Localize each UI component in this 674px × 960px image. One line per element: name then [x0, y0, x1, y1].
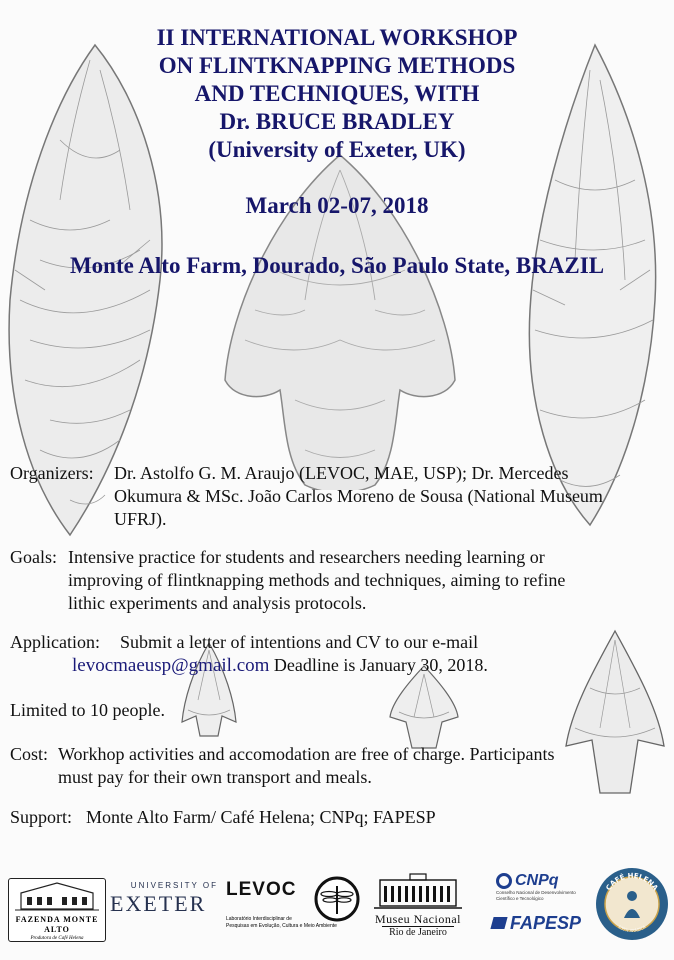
- goals-line-1: Intensive practice for students and researchers needing learning or: [68, 547, 545, 567]
- support-text: Monte Alto Farm/ Café Helena; CNPq; FAPESP: [86, 807, 436, 827]
- cnpq-subtitle-2: Científico e Tecnológico: [496, 896, 544, 901]
- organizers-label: Organizers:: [10, 463, 94, 483]
- levoc-subtitle-2: Pesquisas em Evolução, Cultura e Meio Ambiente: [226, 923, 337, 929]
- cost-line-1: Workhop activities and accomodation are free of charge. Participants: [58, 744, 555, 764]
- museu-line-2: Rio de Janeiro: [382, 926, 454, 939]
- event-date: March 02-07, 2018: [245, 193, 429, 218]
- museu-nacional-logo: [370, 872, 466, 940]
- svg-text:CAFÉ HELENA: CAFÉ HELENA: [604, 871, 660, 892]
- levoc-name: LEVOC: [226, 879, 297, 900]
- cnpq-name: CNPq: [515, 872, 559, 889]
- fazenda-monte-alto-logo: [8, 878, 106, 942]
- application-deadline: Deadline is January 30, 2018.: [273, 655, 488, 675]
- exeter-main: EXETER: [110, 891, 207, 916]
- museum-building-icon: [370, 872, 466, 912]
- cafe-helena-seal-icon: [594, 866, 670, 942]
- contact-email-link[interactable]: levocmaeusp@gmail.com: [72, 655, 270, 676]
- cost-line-2: must pay for their own transport and meals.: [58, 767, 372, 787]
- fapesp-logo: [492, 908, 592, 938]
- cnpq-subtitle-1: Conselho Nacional de Desenvolvimento: [496, 890, 576, 895]
- goals-line-2: improving of flintknapping methods and techniques, aiming to refine: [68, 570, 566, 590]
- application-line-2: [72, 654, 488, 677]
- museu-line-1: Museu Nacional: [375, 912, 461, 926]
- application-label: Application:: [10, 632, 100, 652]
- small-point-right-illustration: [560, 628, 670, 798]
- application-line-1: Submit a letter of intentions and CV to our e-mail: [120, 632, 479, 652]
- svg-text:100% ARÁBICA: 100% ARÁBICA: [617, 924, 647, 934]
- fazenda-subtitle: Produtora de Café Helena: [30, 936, 84, 941]
- title-line-1: II INTERNATIONAL WORKSHOP: [156, 25, 518, 50]
- goals-line-3: lithic experiments and analysis protocols.: [68, 593, 367, 613]
- dragonfly-logo: [314, 876, 360, 922]
- dragonfly-icon: [314, 876, 360, 922]
- levoc-logo: [226, 878, 337, 958]
- title-line-5: (University of Exeter, UK): [208, 137, 466, 162]
- title-line-2: ON FLINTKNAPPING METHODS: [158, 53, 516, 78]
- organizers-line-3: UFRJ).: [114, 509, 167, 529]
- farmhouse-icon: [9, 879, 105, 915]
- title-line-3: AND TECHNIQUES, WITH: [194, 81, 480, 106]
- cafe-helena-logo: [594, 866, 670, 942]
- event-venue: Monte Alto Farm, Dourado, São Paulo State, BRAZIL: [69, 253, 605, 278]
- cnpq-icon: [496, 873, 512, 889]
- cost-label: Cost:: [10, 744, 49, 764]
- fazenda-name: FAZENDA MONTE ALTO: [15, 915, 99, 934]
- fapesp-icon: [490, 917, 507, 929]
- goals-label: Goals:: [10, 547, 57, 567]
- levoc-subtitle-1: Laboratório Interdisciplinar de: [226, 916, 292, 922]
- organizers-line-2: Okumura & MSc. João Carlos Moreno de Sousa (National Museum: [114, 486, 603, 506]
- organizers-line-1: Dr. Astolfo G. M. Araujo (LEVOC, MAE, USP); Dr. Mercedes: [114, 463, 569, 483]
- title-line-4: Dr. BRUCE BRADLEY: [219, 109, 455, 134]
- fapesp-name: FAPESP: [510, 912, 582, 933]
- limited-text: Limited to 10 people.: [10, 700, 165, 720]
- exeter-top: UNIVERSITY OF: [130, 881, 218, 890]
- support-label: Support:: [10, 807, 73, 827]
- university-of-exeter-logo: [110, 880, 218, 920]
